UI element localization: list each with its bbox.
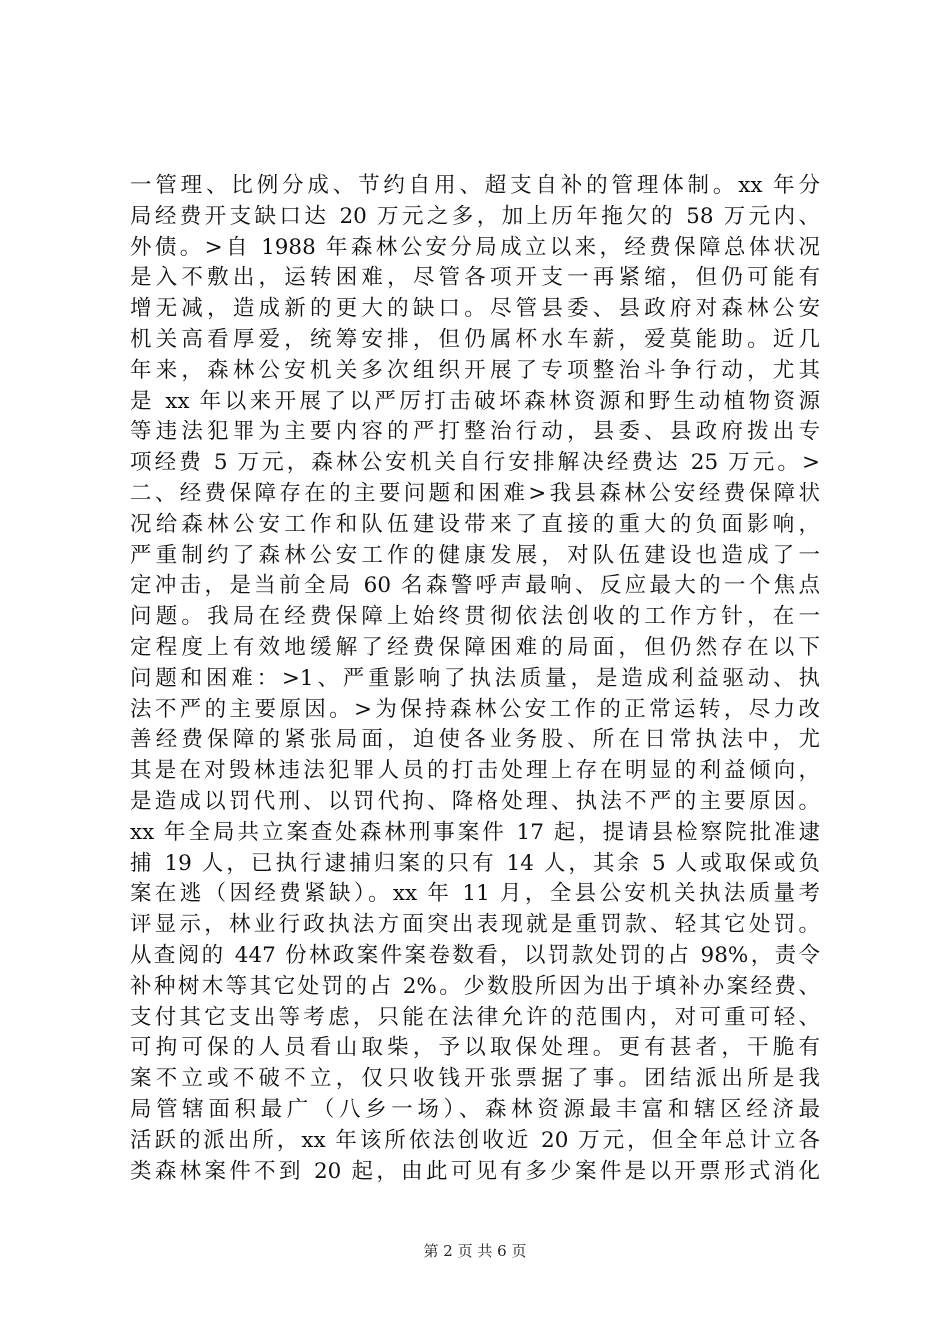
text-line: 是入不敷出，运转困难，尽管各项开支一再紧缩，但仍可能有 — [130, 265, 820, 291]
text-line: 案在逃（因经费紧缺）。xx 年 11 月，全县公安机关执法质量考 — [130, 881, 820, 907]
body-text — [130, 171, 820, 1187]
text-line: xx 年全局共立案查处森林刑事案件 17 起，提请县检察院批准逮 — [130, 819, 820, 845]
text-line: 可拘可保的人员看山取柴，予以取保处理。更有甚者，干脆有 — [130, 1035, 820, 1061]
text-line: 外债。>自 1988 年森林公安分局成立以来，经费保障总体状况 — [130, 234, 820, 260]
text-line: 支付其它支出等考虑，只能在法律允许的范围内，对可重可轻、 — [130, 1004, 820, 1030]
text-line: 法不严的主要原因。>为保持森林公安工作的正常运转，尽力改 — [130, 696, 820, 722]
text-line: 其是在对毁林违法犯罪人员的打击处理上存在明显的利益倾向， — [130, 758, 820, 784]
text-line: 善经费保障的紧张局面，迫使各业务股、所在日常执法中，尤 — [130, 727, 820, 753]
text-line: 二、经费保障存在的主要问题和困难>我县森林公安经费保障状 — [130, 480, 820, 506]
text-line: 评显示，林业行政执法方面突出表现就是重罚款、轻其它处罚。 — [130, 912, 820, 938]
text-line: 问题。我局在经费保障上始终贯彻依法创收的工作方针，在一 — [130, 604, 820, 630]
page-number: 第 2 页 共 6 页 — [423, 1242, 527, 1260]
text-line: 一管理、比例分成、节约自用、超支自补的管理体制。xx 年分 — [130, 173, 820, 198]
text-line: 从查阅的 447 份林政案件案卷数看，以罚款处罚的占 98%，责令 — [130, 942, 820, 968]
text-line: 项经费 5 万元，森林公安机关自行安排解决经费达 25 万元。> — [130, 450, 820, 476]
text-line: 况给森林公安工作和队伍建设带来了直接的重大的负面影响， — [130, 511, 820, 537]
text-line: 捕 19 人，已执行逮捕归案的只有 14 人，其余 5 人或取保或负 — [130, 850, 820, 876]
text-line: 严重制约了森林公安工作的健康发展，对队伍建设也造成了一 — [130, 542, 820, 568]
text-line: 机关高看厚爱，统筹安排，但仍属杯水车薪，爱莫能助。近几 — [130, 326, 820, 352]
text-line: 等违法犯罪为主要内容的严打整治行动，县委、县政府拨出专 — [130, 419, 820, 445]
text-line: 补种树木等其它处罚的占 2%。少数股所因为出于填补办案经费、 — [130, 973, 820, 999]
text-line: 案不立或不破不立，仅只收钱开张票据了事。团结派出所是我 — [130, 1066, 820, 1092]
text-line: 问题和困难：>1、严重影响了执法质量，是造成利益驱动、执 — [130, 665, 820, 691]
text-line: 类森林案件不到 20 起，由此可见有多少案件是以开票形式消化 — [130, 1158, 820, 1184]
text-line: 增无减，造成新的更大的缺口。尽管县委、县政府对森林公安 — [130, 296, 820, 322]
text-line: 定程度上有效地缓解了经费保障困难的局面，但仍然存在以下 — [130, 634, 820, 660]
text-line: 是 xx 年以来开展了以严厉打击破坏森林资源和野生动植物资源 — [130, 388, 820, 414]
text-line: 活跃的派出所，xx 年该所依法创收近 20 万元，但全年总计立各 — [130, 1127, 820, 1153]
text-line: 局经费开支缺口达 20 万元之多，加上历年拖欠的 58 万元内、 — [130, 203, 820, 229]
text-line: 定冲击，是当前全局 60 名森警呼声最响、反应最大的一个焦点 — [130, 573, 820, 599]
text-line: 年来，森林公安机关多次组织开展了专项整治斗争行动，尤其 — [130, 357, 820, 383]
text-line: 局管辖面积最广（八乡一场）、森林资源最丰富和辖区经济最 — [130, 1096, 820, 1122]
page-footer — [0, 1241, 950, 1261]
text-line: 是造成以罚代刑、以罚代拘、降格处理、执法不严的主要原因。 — [130, 788, 820, 814]
